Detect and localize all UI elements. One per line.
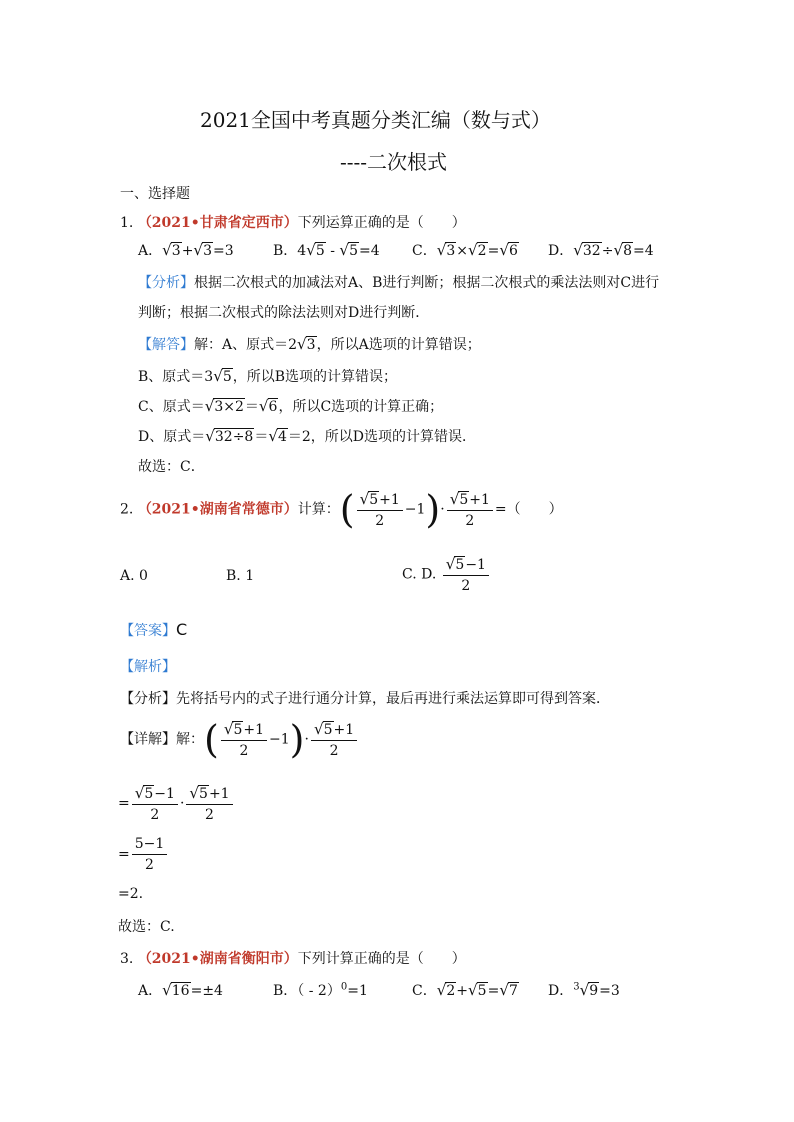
q1-option-b	[273, 240, 380, 260]
q1-analysis-tag: 【分析】	[138, 275, 194, 291]
q1-a-radical-2: √3	[193, 241, 212, 259]
q3-source: （2021•湖南省衡阳市）	[137, 951, 298, 967]
q2-choice: 故选：C.	[118, 919, 175, 935]
q1-analysis-line-2: 判断；根据二次根式的除法法则对D进行判断．	[138, 305, 430, 321]
q1-answer-tag: 【解答】	[138, 337, 194, 353]
q1-sol-d-radical-2: √4	[268, 427, 287, 445]
q1-b-result: =4	[358, 243, 380, 259]
q1-b-radical-2: √5	[339, 241, 358, 259]
q2-option-a: A. 0	[120, 568, 148, 584]
q2-answer-line	[120, 620, 187, 640]
q2-fraction-1: $\frac{√5+1}{2}$	[357, 490, 403, 529]
q1-sol-c-radical-1: √3×2	[204, 397, 244, 415]
q2-stem-line: 2. （2021•湖南省常德市）计算：( $\frac{√5+1}{2}$ −1)· $\frac{√5+1}{2}$ =（ ）	[120, 487, 563, 532]
q1-sol-c-radical-2: √6	[258, 397, 278, 415]
q2-final: =2.	[118, 886, 144, 902]
q1-c-op: ×	[456, 243, 469, 259]
q1-d-radical-2: √8	[613, 241, 632, 259]
q1-option-a-label: A．	[138, 243, 163, 259]
q2-fenxi-text: 先将括号内的式子进行通分计算，最后再进行乘法运算即可得到答案．	[176, 691, 610, 707]
q2-source: （2021•湖南省常德市）	[137, 501, 298, 518]
q1-c-radical-2: √2	[468, 241, 487, 259]
q2-step-3: = $\frac{5-1}{2}$	[118, 836, 169, 873]
q1-d-result: =4	[633, 243, 654, 259]
q1-sol-d-radical-1: √32÷8	[205, 427, 254, 445]
q2-detail-line: 【详解】解：( $\frac{√5+1}{2}$ −1)· $\frac{√5+1}{2}$	[120, 720, 359, 759]
q2-answer: C	[176, 620, 188, 639]
q1-a-op: +	[181, 243, 194, 259]
q3-option-d: D．$^3$√9=3	[548, 981, 620, 999]
q1-stem-line	[120, 212, 466, 232]
page-title: 2021全国中考真题分类汇编（数与式）	[200, 108, 551, 132]
q1-option-c	[412, 240, 519, 260]
q1-b-radical-1: √5	[306, 241, 325, 259]
page-subtitle: ----二次根式	[340, 150, 448, 174]
q2-stem: 计算：	[297, 501, 340, 518]
q3-stem-line	[120, 948, 466, 968]
q1-solution-b: B、原式＝3√5，所以B选项的计算错误；	[138, 367, 398, 385]
q1-option-d-label: D．	[548, 243, 574, 259]
q3-option-b: B．（ - 2）$^0$=1	[273, 981, 368, 999]
q1-a-radical-1: √3	[162, 241, 181, 259]
q1-sol-b-radical: √5	[213, 367, 232, 385]
q2-fraction-2: $\frac{√5+1}{2}$	[447, 490, 493, 529]
q1-d-op: ÷	[601, 243, 614, 259]
q2-blank: =（ ）	[494, 501, 563, 518]
q1-stem: 下列运算正确的是（ ）	[297, 215, 466, 231]
q2-step-2: = $\frac{√5-1}{2}$ · $\frac{√5+1}{2}$	[118, 784, 235, 823]
q1-a-result: =3	[212, 243, 234, 259]
q2-option-b: B. 1	[226, 568, 255, 584]
q1-choice: 故选：C．	[138, 459, 205, 475]
q1-source: （2021•甘肃省定西市）	[137, 215, 298, 231]
q1-option-b-label: B．	[273, 243, 298, 259]
q1-c-radical-1: √3	[436, 241, 456, 259]
section-heading: 一、选择题	[120, 186, 190, 202]
q2-number: 2.	[120, 501, 134, 518]
q2-answer-tag: 【答案】	[120, 623, 176, 639]
q1-c-eq: =	[487, 243, 500, 259]
q2-jiexi-tag: 【解析】	[120, 659, 176, 675]
q2-option-cd: C. D. $\frac{√5-1}{2}$	[402, 555, 491, 594]
q1-option-d	[548, 240, 654, 260]
q1-analysis-text-1: 根据二次根式的加减法对A、B进行判断；根据二次根式的乘法法则对C进行	[194, 275, 660, 291]
q2-fenxi-tag: 【分析】	[120, 691, 176, 707]
q1-b-coef: 4	[297, 243, 307, 259]
q1-solution-a: 【解答】解：A、原式＝2√3，所以A选项的计算错误；	[138, 335, 481, 353]
q1-option-a	[138, 240, 234, 260]
q2-fenxi-line	[120, 688, 610, 708]
q2-option-d-fraction: $\frac{√5-1}{2}$	[443, 555, 489, 594]
q1-c-radical-3: √6	[499, 241, 518, 259]
q3-option-a: A．√16=±4	[138, 981, 223, 999]
q1-number: 1.	[120, 215, 134, 231]
q1-b-op: -	[325, 243, 340, 259]
q3-option-c: C．√2+√5=√7	[412, 981, 518, 999]
q3-stem: 下列计算正确的是（ ）	[297, 951, 466, 967]
q1-option-c-label: C．	[412, 243, 437, 259]
q1-analysis-line-1	[138, 272, 659, 292]
q1-solution-d: D、原式＝√32÷8＝√4＝2，所以D选项的计算错误．	[138, 427, 477, 445]
q1-sol-a-radical: √3	[297, 335, 316, 353]
q1-d-radical-1: √32	[573, 241, 601, 259]
q1-solution-c: C、原式＝√3×2＝√6，所以C选项的计算正确；	[138, 397, 444, 415]
q3-number: 3.	[120, 951, 134, 967]
